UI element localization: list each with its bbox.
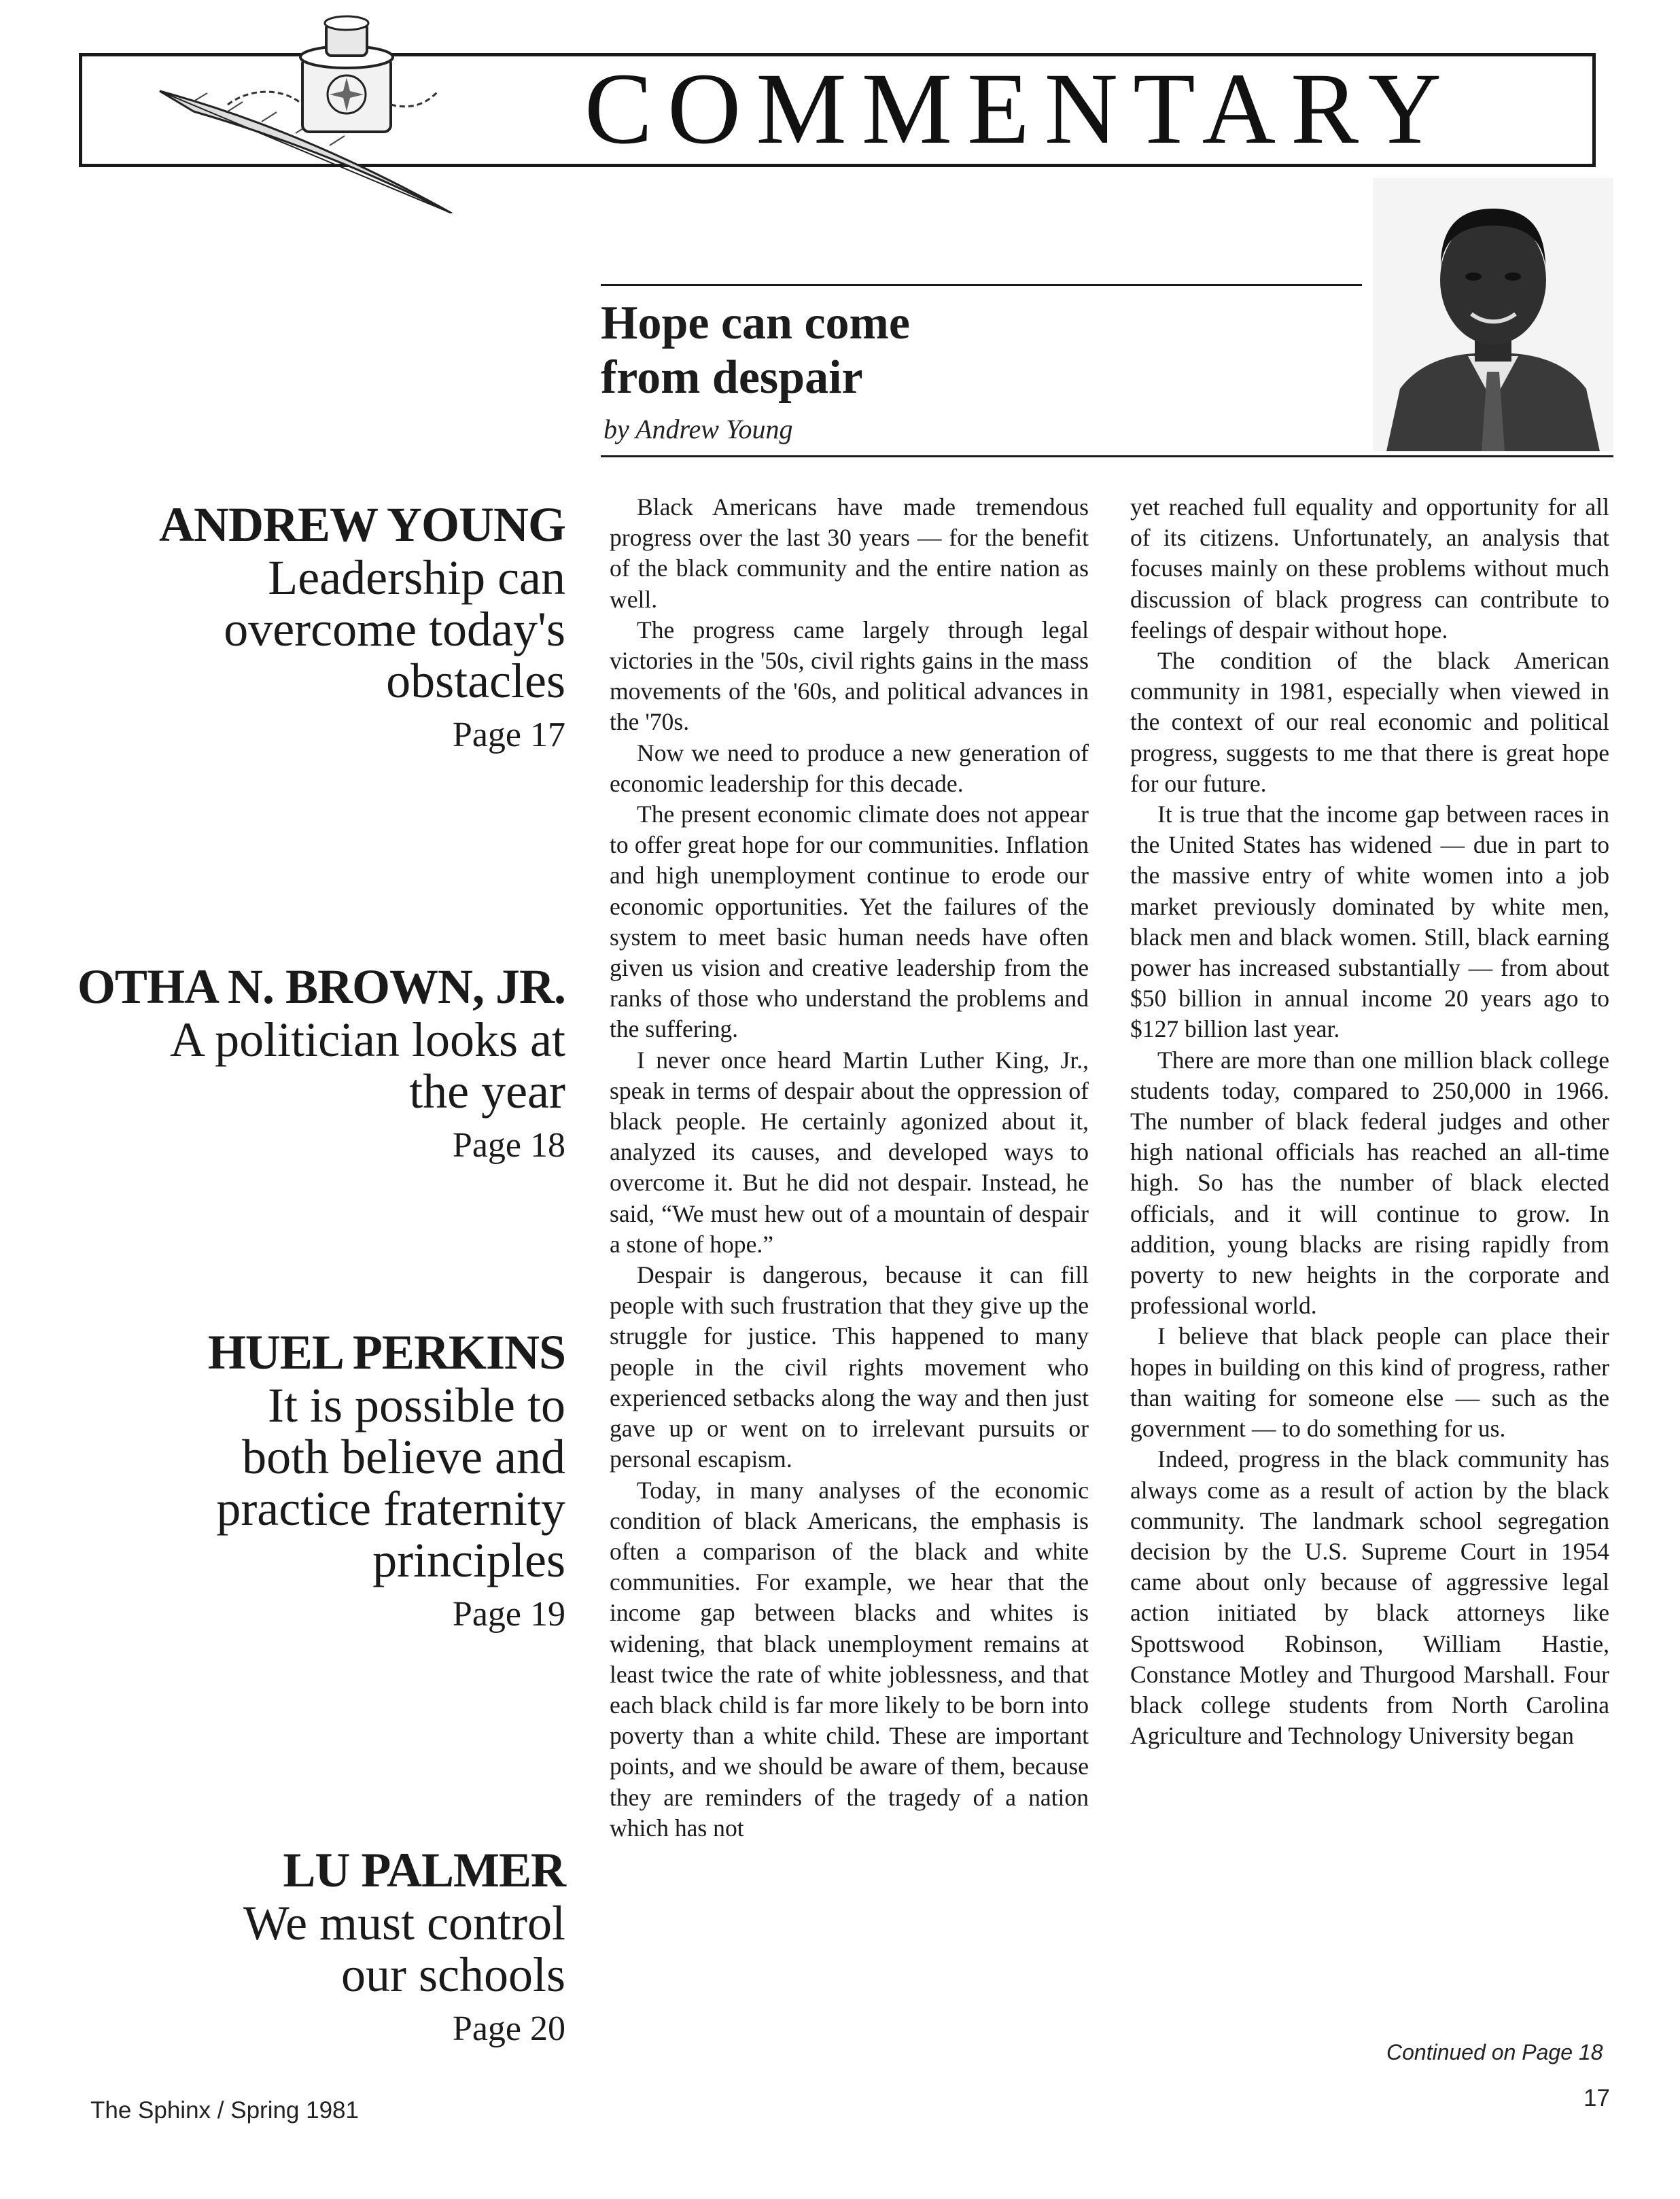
continued-on-link[interactable]: Continued on Page 18 bbox=[1386, 2040, 1603, 2064]
author-portrait-photo bbox=[1373, 178, 1613, 451]
page-number: 17 bbox=[1583, 2085, 1610, 2111]
header-rule-top bbox=[601, 284, 1362, 286]
sidebar-author-name: OTHA N. BROWN, JR. bbox=[77, 960, 565, 1014]
sidebar-entry bbox=[8, 497, 565, 760]
sidebar-entry bbox=[8, 1843, 565, 2054]
sidebar-page-ref: Page 18 bbox=[452, 1126, 565, 1165]
masthead-title: COMMENTARY bbox=[584, 52, 1457, 165]
sidebar-title-line: practice fraternity bbox=[216, 1481, 565, 1536]
inkwell-quill-illustration bbox=[153, 10, 472, 213]
body-paragraph-continued: yet reached full equality and opportunity for all of its citizens. Unfortunately, an analysis that focuses mainly on these problems without much discussion of black progress can contribute to feelings of despair without hope. bbox=[1130, 493, 1609, 644]
body-paragraph: It is true that the income gap between races in the United States has widened — due in part to the massive entry of white women into a job market previously dominated by white men, black men and black women. Still, black earning power has increased substantially — from about $50 billion in annual income 20 years ago to $127 billion last year. bbox=[1130, 801, 1609, 1043]
sidebar-author-name: HUEL PERKINS bbox=[207, 1325, 565, 1379]
article-title-line: Hope can come bbox=[601, 297, 910, 349]
sidebar-title-line: both believe and bbox=[242, 1430, 565, 1484]
body-paragraph: Now we need to produce a new generation of economic leadership for this decade. bbox=[610, 739, 1089, 797]
body-paragraph: Despair is dangerous, because it can fill people with such frustration that they give up the struggle for justice. This happened to many people in the civil rights movement who experienced setbacks along the way and then just gave up or went on to irrelevant pursuits or personal escapism. bbox=[610, 1261, 1089, 1473]
header-rule-bottom bbox=[601, 455, 1613, 457]
body-column-2 bbox=[1130, 492, 1609, 1751]
sidebar-title-line: A politician looks at bbox=[170, 1013, 565, 1067]
sidebar-title-line: obstacles bbox=[386, 654, 565, 708]
body-column-1 bbox=[610, 492, 1089, 1844]
article-title-line: from despair bbox=[601, 351, 863, 404]
publication-footer: The Sphinx / Spring 1981 bbox=[90, 2097, 359, 2124]
sidebar-title-line: our schools bbox=[341, 1948, 565, 2002]
body-paragraph: Today, in many analyses of the economic condition of black Americans, the emphasis is often a comparison of the black and white communities. For example, we hear that the income gap between blacks and whites is widening, that black unemployment remains at least twice the rate of white joblessness, and that each black child is far more likely to be born into poverty than a white child. These are important points, and we should be aware of them, because they are reminders of the tragedy of a nation which has not bbox=[610, 1476, 1089, 1842]
sidebar-author-name: ANDREW YOUNG bbox=[158, 497, 565, 552]
body-paragraph: I believe that black people can place their hopes in building on this kind of progress, rather than waiting for someone else — such as the government — to do something for us. bbox=[1130, 1322, 1609, 1443]
sidebar-title-line: principles bbox=[372, 1533, 565, 1587]
sidebar-title-line: We must control bbox=[243, 1896, 565, 1950]
sidebar-title-line: the year bbox=[409, 1064, 565, 1119]
body-paragraph: I never once heard Martin Luther King, Jr., speak in terms of despair about the oppression of black people. He certainly agonized about it, analyzed its causes, and developed ways to overcome it. But he did not despair. Instead, he said, “We must hew out of a mountain of despair a stone of hope.” bbox=[610, 1046, 1089, 1258]
body-paragraph: There are more than one million black college students today, compared to 250,000 in 1966. The number of black federal judges and other high national officials has reached an all-time high. So has the number of black elected officials, and it will continue to grow. In addition, young blacks are rising rapidly from poverty to new heights in the corporate and professional world. bbox=[1130, 1046, 1609, 1320]
sidebar-page-ref: Page 17 bbox=[452, 716, 565, 754]
sidebar-title-line: overcome today's bbox=[224, 602, 565, 656]
sidebar-author-name: LU PALMER bbox=[283, 1843, 565, 1897]
body-paragraph: The progress came largely through legal victories in the '50s, civil rights gains in the mass movements of the '60s, and political advances in the '70s. bbox=[610, 616, 1089, 736]
sidebar-title-line: It is possible to bbox=[267, 1378, 565, 1432]
sidebar-page-ref: Page 20 bbox=[452, 2009, 565, 2048]
sidebar-entry bbox=[8, 1325, 565, 1639]
sidebar-entry bbox=[8, 960, 565, 1170]
sidebar-page-ref: Page 19 bbox=[452, 1595, 565, 1634]
body-paragraph: Indeed, progress in the black community has always come as a result of action by the black community. The landmark school segregation decision by the U.S. Supreme Court in 1954 came about only because of aggressive legal action initiated by black attorneys like Spottswood Robinson, William Hastie, Constance Motley and Thurgood Marshall. Four black college students from North Carolina Agriculture and Technology University began bbox=[1130, 1445, 1609, 1750]
body-paragraph: Black Americans have made tremendous progress over the last 30 years — for the benefit of the black community and the entire nation as well. bbox=[610, 493, 1089, 613]
byline: by Andrew Young bbox=[603, 414, 793, 444]
body-paragraph: The present economic climate does not appear to offer great hope for our communities. Inflation and high unemployment continue to erode our economic opportunities. Yet the failures of the system to meet basic human needs have often given us vision and creative leadership from the ranks of those who understand the problems and the suffering. bbox=[610, 801, 1089, 1043]
article-title bbox=[601, 296, 1314, 405]
sidebar-title-line: Leadership can bbox=[268, 550, 565, 605]
body-paragraph: The condition of the black American community in 1981, especially when viewed in the context of our real economic and political progress, suggests to me that there is great hope for our future. bbox=[1130, 647, 1609, 797]
